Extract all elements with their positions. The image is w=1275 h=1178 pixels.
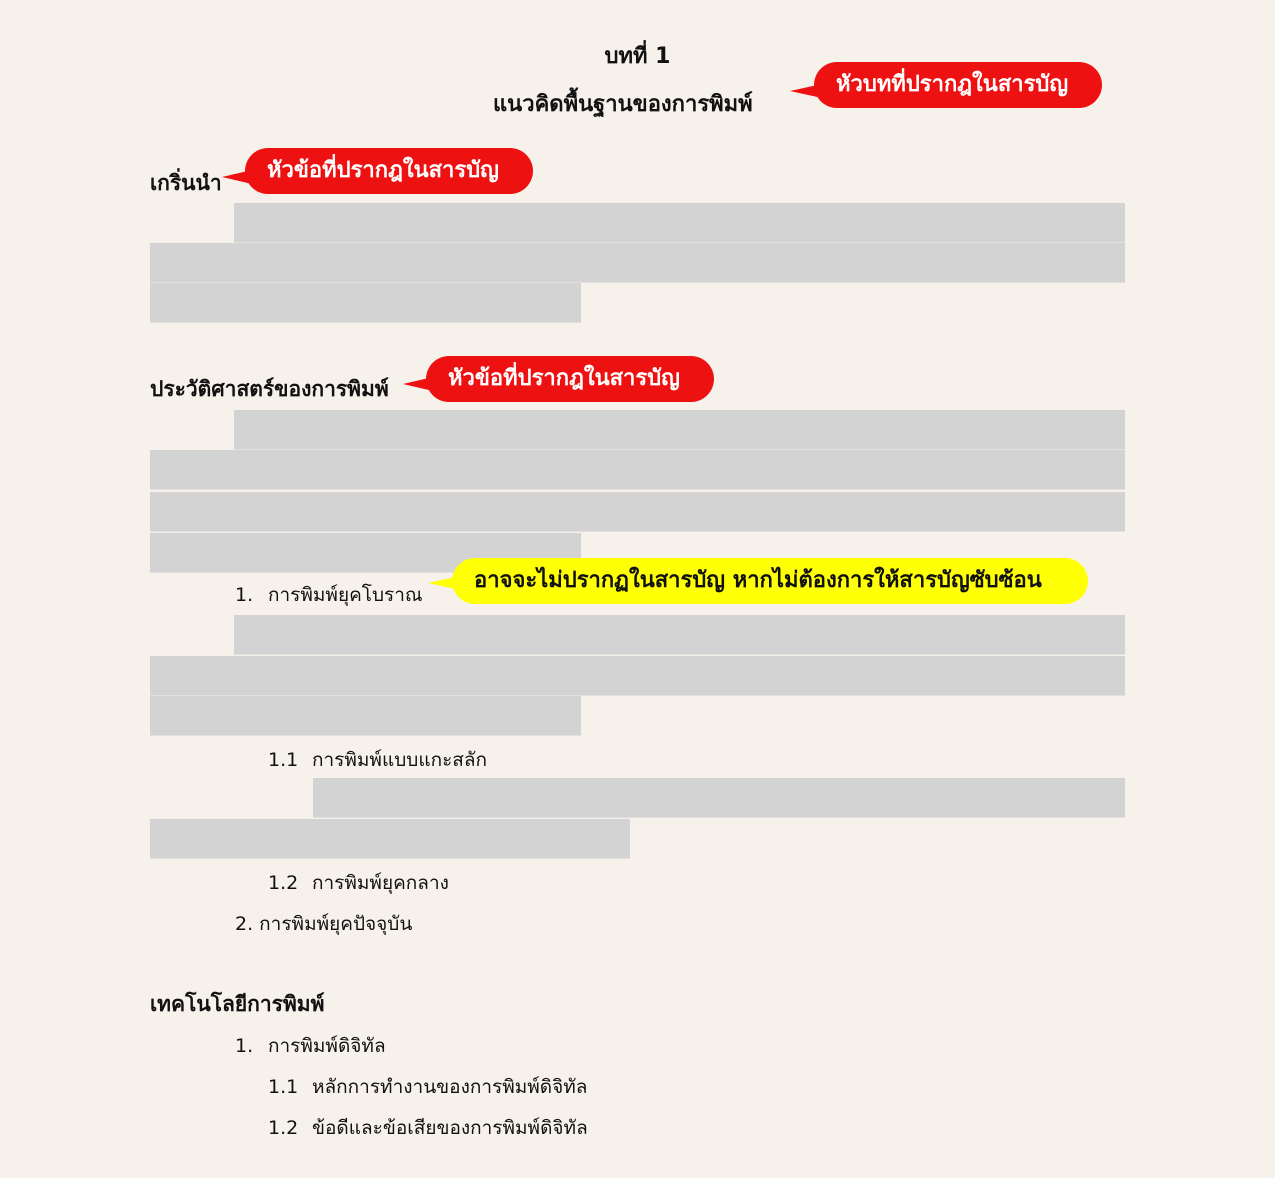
intro-toc-callout: หัวข้อที่ปรากฎในสารบัญ [245,148,533,194]
chapter-title: แนวคิดพื้นฐานของการพิมพ์ [493,92,753,117]
list-item-modern-printing: 2. การพิมพ์ยุคปัจจุบัน [235,913,413,935]
list-label: หลักการทำงานของการพิมพ์ดิจิทัล [312,1076,588,1098]
optional-toc-callout: อาจจะไม่ปรากฏในสารบัญ หากไม่ต้องการให้สารบัญซับซ้อน [452,558,1088,604]
redacted-paragraph [150,778,1125,860]
list-label: การพิมพ์แบบแกะสลัก [312,749,488,771]
list-item-ancient-printing [235,580,423,610]
chapter-number: บทที่ 1 [604,44,671,69]
redacted-paragraph [150,615,1125,737]
list-number: 1. [235,584,254,606]
section-heading-history: ประวัติศาสตร์ของการพิมพ์ [150,377,389,401]
list-number: 1.1 [268,1076,299,1098]
list-number: 1. [235,1035,254,1057]
list-number: 1.2 [268,1117,299,1139]
list-label: ข้อดีและข้อเสียของการพิมพ์ดิจิทัล [312,1117,588,1139]
section-heading-technology: เทคโนโลยีการพิมพ์ [150,992,325,1016]
chapter-toc-callout: หัวบทที่ปรากฎในสารบัญ [814,62,1102,108]
list-label: การพิมพ์ยุคกลาง [312,872,449,894]
list-number: 1.1 [268,749,299,771]
list-number: 1.2 [268,872,299,894]
list-item-digital-principles [268,1072,587,1102]
history-toc-callout: หัวข้อที่ปรากฎในสารบัญ [426,356,714,402]
list-label: การพิมพ์ดิจิทัล [268,1035,386,1057]
list-item-medieval-printing [268,868,449,898]
redacted-paragraph [150,410,1125,573]
list-label: การพิมพ์ยุคโบราณ [268,584,423,606]
section-heading-intro: เกริ่นนำ [150,171,222,195]
list-item-digital-printing [235,1031,386,1061]
redacted-paragraph [150,203,1125,325]
list-item-digital-pros-cons [268,1113,588,1143]
list-item-engraving-printing [268,745,487,775]
